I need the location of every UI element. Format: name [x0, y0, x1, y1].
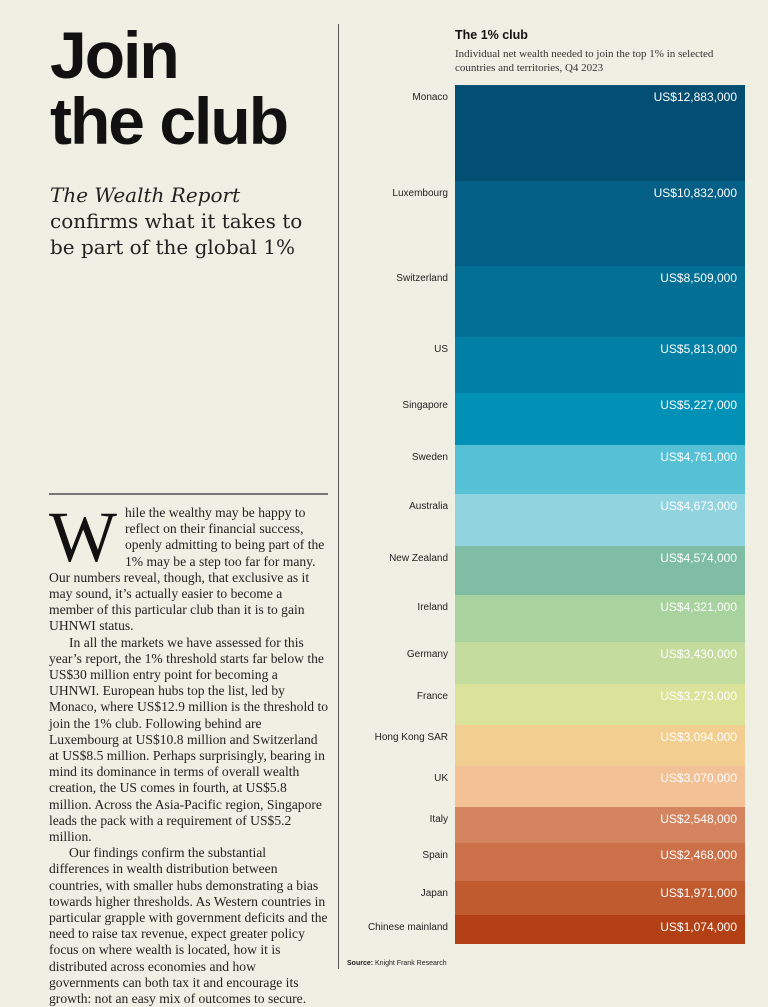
bar-value: US$5,227,000 — [660, 398, 737, 412]
bar-category-label: Ireland — [417, 602, 448, 613]
standfirst-text: confirms what it takes to be part of the global 1% — [50, 209, 303, 259]
bar-category-label: Switzerland — [396, 273, 448, 284]
bar-value: US$1,971,000 — [660, 886, 737, 900]
bar-value: US$3,273,000 — [660, 689, 737, 703]
bar-australia — [455, 494, 745, 546]
bar-us — [455, 337, 745, 393]
article-body — [49, 497, 329, 1007]
bar-france — [455, 684, 745, 725]
bar-category-label: Spain — [422, 850, 448, 861]
bar-category-label: Italy — [429, 814, 448, 825]
bar-value: US$4,574,000 — [660, 551, 737, 565]
standfirst — [50, 182, 330, 260]
bar-category-label: New Zealand — [389, 553, 448, 564]
bar-singapore — [455, 393, 745, 445]
bar-category-label: Germany — [406, 649, 448, 660]
standfirst-publication: The Wealth Report — [50, 183, 241, 207]
bar-category-label: Chinese mainland — [367, 922, 448, 933]
bar-value: US$2,468,000 — [660, 848, 737, 862]
bar-value: US$4,321,000 — [660, 600, 737, 614]
bar-ireland — [455, 595, 745, 642]
bar-japan — [455, 881, 745, 915]
bar-value: US$4,673,000 — [660, 499, 737, 513]
bar-sweden — [455, 445, 745, 494]
bar-value: US$3,430,000 — [660, 647, 737, 661]
headline-line-1: Join — [50, 18, 178, 92]
bar-italy — [455, 807, 745, 843]
source-label: Source: — [347, 960, 374, 967]
bar-value: US$8,509,000 — [660, 271, 737, 285]
bar-category-label: US — [434, 344, 448, 355]
chart-title: The 1% club — [455, 28, 528, 42]
chart-source — [347, 960, 447, 967]
bar-monaco — [455, 85, 745, 181]
column-divider — [338, 24, 339, 969]
bar-hong-kong-sar — [455, 725, 745, 766]
bar-switzerland — [455, 266, 745, 337]
bar-value: US$4,761,000 — [660, 450, 737, 464]
bar-category-label: Monaco — [412, 92, 448, 103]
bar-category-label: Australia — [409, 501, 448, 512]
bar-category-label: Sweden — [411, 452, 448, 463]
bar-new-zealand — [455, 546, 745, 595]
article-rule — [49, 493, 328, 495]
bar-uk — [455, 766, 745, 807]
bar-value: US$2,548,000 — [660, 812, 737, 826]
bar-value: US$3,094,000 — [660, 730, 737, 744]
paragraph-1: While the wealthy may be happy to reflect on their financial success, openly admitting to being part of the 1% may be a step too far for many. Our numbers reveal, though, that exclusive as it may sound, it’s actually easier to become a member of this particular club than it is to gain UHNWI status. — [49, 497, 325, 634]
bar-value: US$10,832,000 — [653, 186, 737, 200]
bar-luxembourg — [455, 181, 745, 266]
headline-line-2: the club — [50, 84, 288, 158]
bar-category-label: Singapore — [402, 400, 448, 411]
bar-value: US$12,883,000 — [653, 90, 737, 104]
bar-germany — [455, 642, 745, 684]
bar-category-label: Luxembourg — [392, 188, 448, 199]
headline — [50, 18, 288, 158]
chart-subtitle: Individual net wealth needed to join the top 1% in selected countries and territories, Q4 2023 — [455, 48, 714, 74]
paragraph-2: In all the markets we have assessed for this year’s report, the 1% threshold starts far below the US$30 million entry point for becoming a UHNWI. European hubs top the list, led by Monaco, where US$12.9 million is the threshold to join the 1% club. Following behind are Luxembourg at US$10.8 million and Switzerland at US$8.5 million. Perhaps surprisingly, bearing in mind its dominance in terms of overall wealth creation, the US comes in fourth, at US$5.8 million. Across the Asia-Pacific region, Singapore leads the pack with a requirement of US$5.2 million. — [49, 634, 329, 845]
bar-value: US$3,070,000 — [660, 771, 737, 785]
bar-category-label: Hong Kong SAR — [374, 732, 448, 743]
bar-value: US$5,813,000 — [660, 342, 737, 356]
bar-category-label: UK — [434, 773, 448, 784]
drop-cap: W — [49, 497, 117, 577]
bar-chinese-mainland — [455, 915, 745, 944]
bar-category-label: Japan — [420, 888, 448, 899]
bar-category-label: France — [416, 691, 448, 702]
bar-value: US$1,074,000 — [660, 920, 737, 934]
paragraph-3: Our findings confirm the substantial differences in wealth distribution between countries, with smaller hubs demonstrating a bias towards higher thresholds. As Western countries in particular grapple with government deficits and the need to raise tax revenue, expect greater policy focus on where wealth is located, how it is distributed across economies and how governments can both tax it and encourage its growth: not an easy mix of outcomes to secure. — [49, 845, 328, 1007]
bar-spain — [455, 843, 745, 881]
source-text: Knight Frank Research — [375, 960, 447, 967]
